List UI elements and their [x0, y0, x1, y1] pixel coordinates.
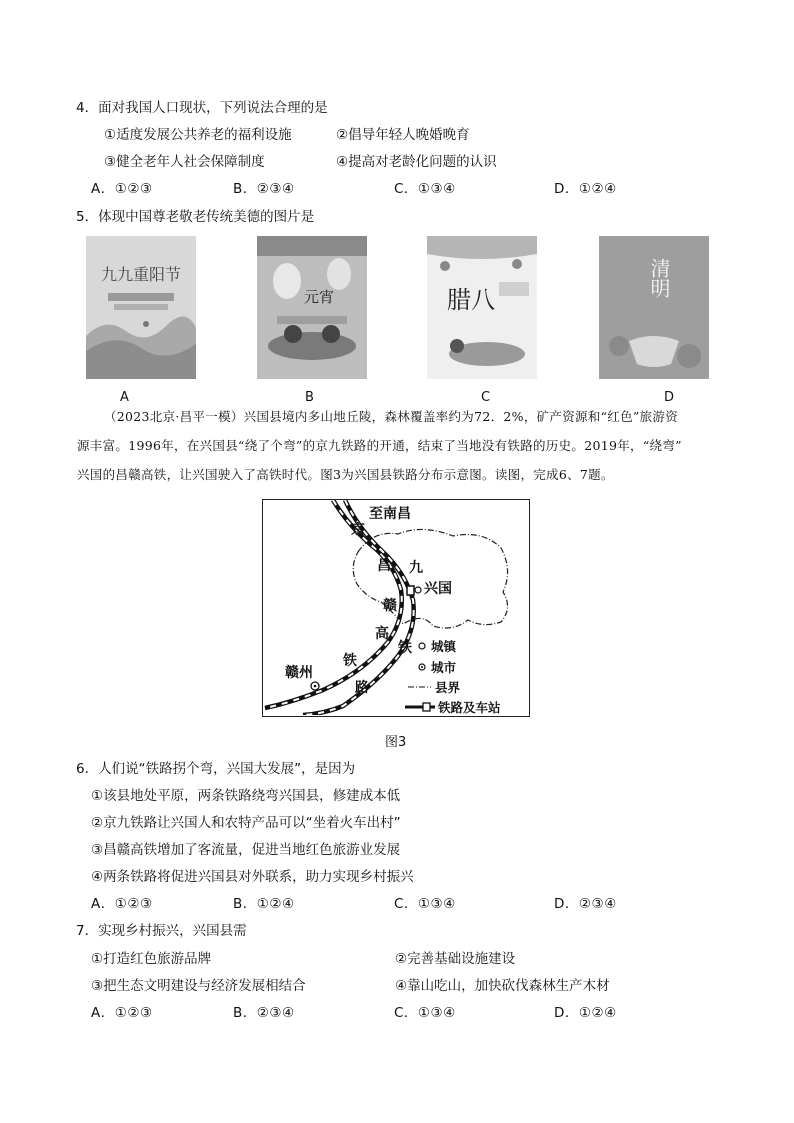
q7-answer-d: D．①②④	[554, 1005, 617, 1021]
picture-c-laba	[427, 236, 537, 379]
svg-text:九九重阳节: 九九重阳节	[100, 265, 182, 284]
q4-item-3: ③健全老年人社会保障制度	[104, 154, 265, 170]
q7-answer-c: C．①③④	[394, 1005, 456, 1021]
label-xingguo: 兴国	[424, 581, 452, 597]
picture-a-double-ninth	[86, 236, 196, 379]
q7-item-3: ③把生态文明建设与经济发展相结合	[91, 978, 306, 994]
picture-b-label: B	[305, 390, 314, 405]
xingguo-station-icon	[407, 586, 414, 595]
label-jiu: 九	[409, 560, 423, 576]
intro-line-3: 兴国的昌赣高铁，让兴国驶入了高铁时代。图3为兴国县铁路分布示意图。读图，完成6、7题。	[77, 467, 614, 482]
q6-answer-b: B．①②④	[233, 896, 295, 912]
legend-boundary: 县界	[435, 680, 461, 695]
q4-answer-d: D．①②④	[554, 181, 617, 197]
picture-c-label: C	[481, 390, 491, 405]
legend-rail: 铁路及车站	[438, 700, 501, 715]
q7-answer-b: B．②③④	[233, 1005, 295, 1021]
picture-b-lantern-festival	[257, 236, 367, 379]
q6-item-1: ①该县地处平原，两条铁路绕弯兴国县，修建成本低	[91, 788, 401, 804]
q4-answer-b: B．②③④	[233, 181, 295, 197]
q5-stem: 5．体现中国尊老敬老传统美德的图片是	[76, 209, 315, 225]
q4-item-2: ②倡导年轻人晚婚晚育	[336, 127, 470, 143]
intro-line-2: 源丰富。1996年，在兴国县“绕了个弯”的京九铁路的开通，结束了当地没有铁路的历史。2019年，“绕弯”	[77, 438, 682, 453]
intro-line-1: （2023北京·昌平一模）兴国县境内多山地丘陵，森林覆盖率约为72．2%，矿产资源和“红色”旅游资	[104, 409, 679, 424]
xingguo-town-icon	[415, 587, 421, 593]
label-tie-2: 铁	[343, 653, 357, 669]
q7-item-1: ①打造红色旅游品牌	[91, 951, 212, 967]
label-chang: 昌	[377, 558, 391, 574]
q6-answer-c: C．①③④	[394, 896, 456, 912]
q4-answer-c: C．①③④	[394, 181, 456, 197]
q6-answer-a: A．①②③	[91, 896, 153, 912]
railway-map	[262, 499, 530, 717]
q6-item-2: ②京九铁路让兴国人和农特产品可以“坐着火车出村”	[91, 815, 401, 831]
label-to-nanchang: 至南昌	[369, 506, 411, 522]
q7-item-4: ④靠山吃山，加快砍伐森林生产木材	[395, 978, 610, 994]
q6-item-4: ④两条铁路将促进兴国县对外联系，助力实现乡村振兴	[91, 869, 414, 885]
picture-d-label: D	[664, 390, 675, 405]
label-gan: 赣	[383, 598, 397, 614]
q6-item-3: ③昌赣高铁增加了客流量，促进当地红色旅游业发展	[91, 842, 401, 858]
label-ganzhou: 赣州	[285, 665, 313, 681]
picture-d-qingming	[599, 236, 709, 379]
q4-item-1: ①适度发展公共养老的福利设施	[104, 127, 292, 143]
label-jing: 京	[351, 522, 365, 538]
label-lu: 路	[355, 680, 369, 696]
q6-answer-d: D．②③④	[554, 896, 617, 912]
map-caption: 图3	[385, 735, 407, 750]
q4-stem: 4．面对我国人口现状，下列说法合理的是	[76, 100, 328, 116]
picture-a-label: A	[120, 390, 129, 405]
label-gao: 高	[375, 626, 389, 642]
q7-item-2: ②完善基础设施建设	[395, 951, 516, 967]
legend-city: 城市	[431, 660, 457, 675]
label-tie-1: 铁	[398, 640, 412, 656]
svg-text:腊八: 腊八	[447, 286, 495, 314]
svg-text:元宵: 元宵	[303, 288, 335, 306]
q4-item-4: ④提高对老龄化问题的认识	[336, 154, 497, 170]
legend-town: 城镇	[431, 639, 457, 654]
q7-stem: 7．实现乡村振兴，兴国县需	[76, 923, 247, 939]
q6-stem: 6．人们说“铁路拐个弯，兴国大发展”，是因为	[76, 761, 356, 777]
q4-answer-a: A．①②③	[91, 181, 153, 197]
svg-text:清明: 清明	[647, 258, 671, 298]
q7-answer-a: A．①②③	[91, 1005, 153, 1021]
legend-town-icon	[419, 643, 425, 649]
